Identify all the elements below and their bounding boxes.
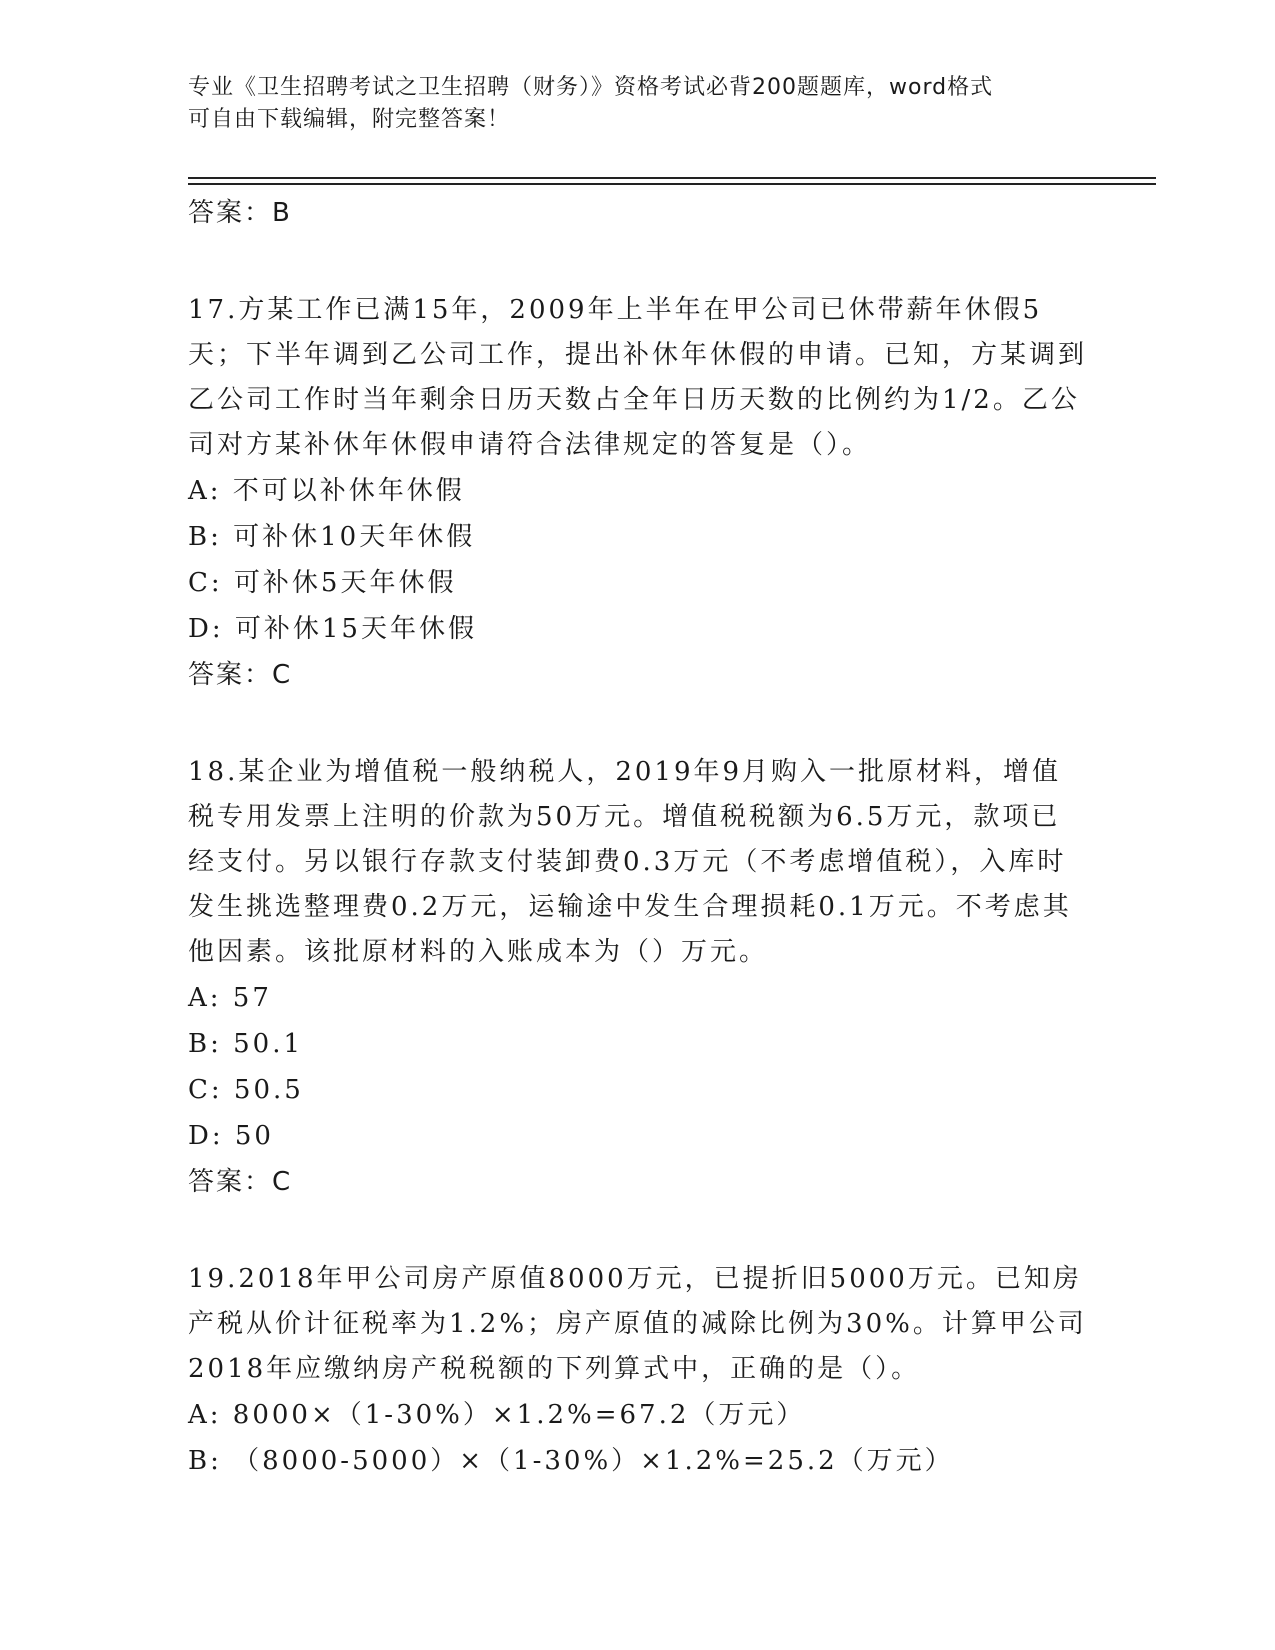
option-b: B: （8000-5000）×（1-30%）×1.2%=25.2（万元） — [188, 1446, 954, 1476]
header-rule-top — [188, 177, 1156, 179]
header-line-2: 可自由下载编辑，附完整答案！ — [188, 107, 511, 132]
option-b: B: 50.1 — [188, 1029, 304, 1059]
option-d: D: 50 — [188, 1121, 274, 1151]
question-stem: 17.方某工作已满15年，2009年上半年在甲公司已休带薪年休假5天；下半年调到乙公司工作，提出补休年休假的申请。已知，方某调到乙公司工作时当年剩余日历天数占全年日历天数的比例约为1/2。乙公司对方某补休年休假申请符合法律规定的答复是（）。 — [188, 295, 1088, 460]
answer-line: 答案：B — [188, 198, 292, 228]
option-a: A: 不可以补休年休假 — [188, 476, 465, 506]
question-stem: 18.某企业为增值税一般纳税人，2019年9月购入一批原材料，增值税专用发票上注明的价款为50万元。增值税税额为6.5万元，款项已经支付。另以银行存款支付装卸费0.3万元（不考虑增值税），入库时发生挑选整理费0.2万元，运输途中发生合理损耗0.1万元。不考虑其他因素。该批原材料的入账成本为（）万元。 — [188, 757, 1072, 967]
question-19 — [188, 1257, 1088, 1484]
document-header — [188, 72, 1088, 136]
option-c: C: 可补休5天年休假 — [188, 568, 457, 598]
option-c: C: 50.5 — [188, 1075, 304, 1105]
header-line-1: 专业《卫生招聘考试之卫生招聘（财务）》资格考试必背200题题库，word格式 — [188, 75, 994, 100]
option-b: B: 可补休10天年休假 — [188, 522, 476, 552]
answer-line: 答案：C — [188, 660, 293, 690]
option-a: A: 8000×（1-30%）×1.2%=67.2（万元） — [188, 1400, 806, 1430]
option-a: A: 57 — [188, 983, 272, 1013]
question-18 — [188, 750, 1088, 1205]
question-stem: 19.2018年甲公司房产原值8000万元，已提折旧5000万元。已知房产税从价计征税率为1.2%；房产原值的减除比例为30%。计算甲公司2018年应缴纳房产税税额的下列算式中，正确的是（）。 — [188, 1264, 1087, 1384]
answer-line: 答案：C — [188, 1167, 293, 1197]
document-body — [188, 190, 1088, 1484]
question-17 — [188, 288, 1088, 698]
header-rule-bottom — [188, 183, 1156, 185]
option-d: D: 可补休15天年休假 — [188, 614, 477, 644]
